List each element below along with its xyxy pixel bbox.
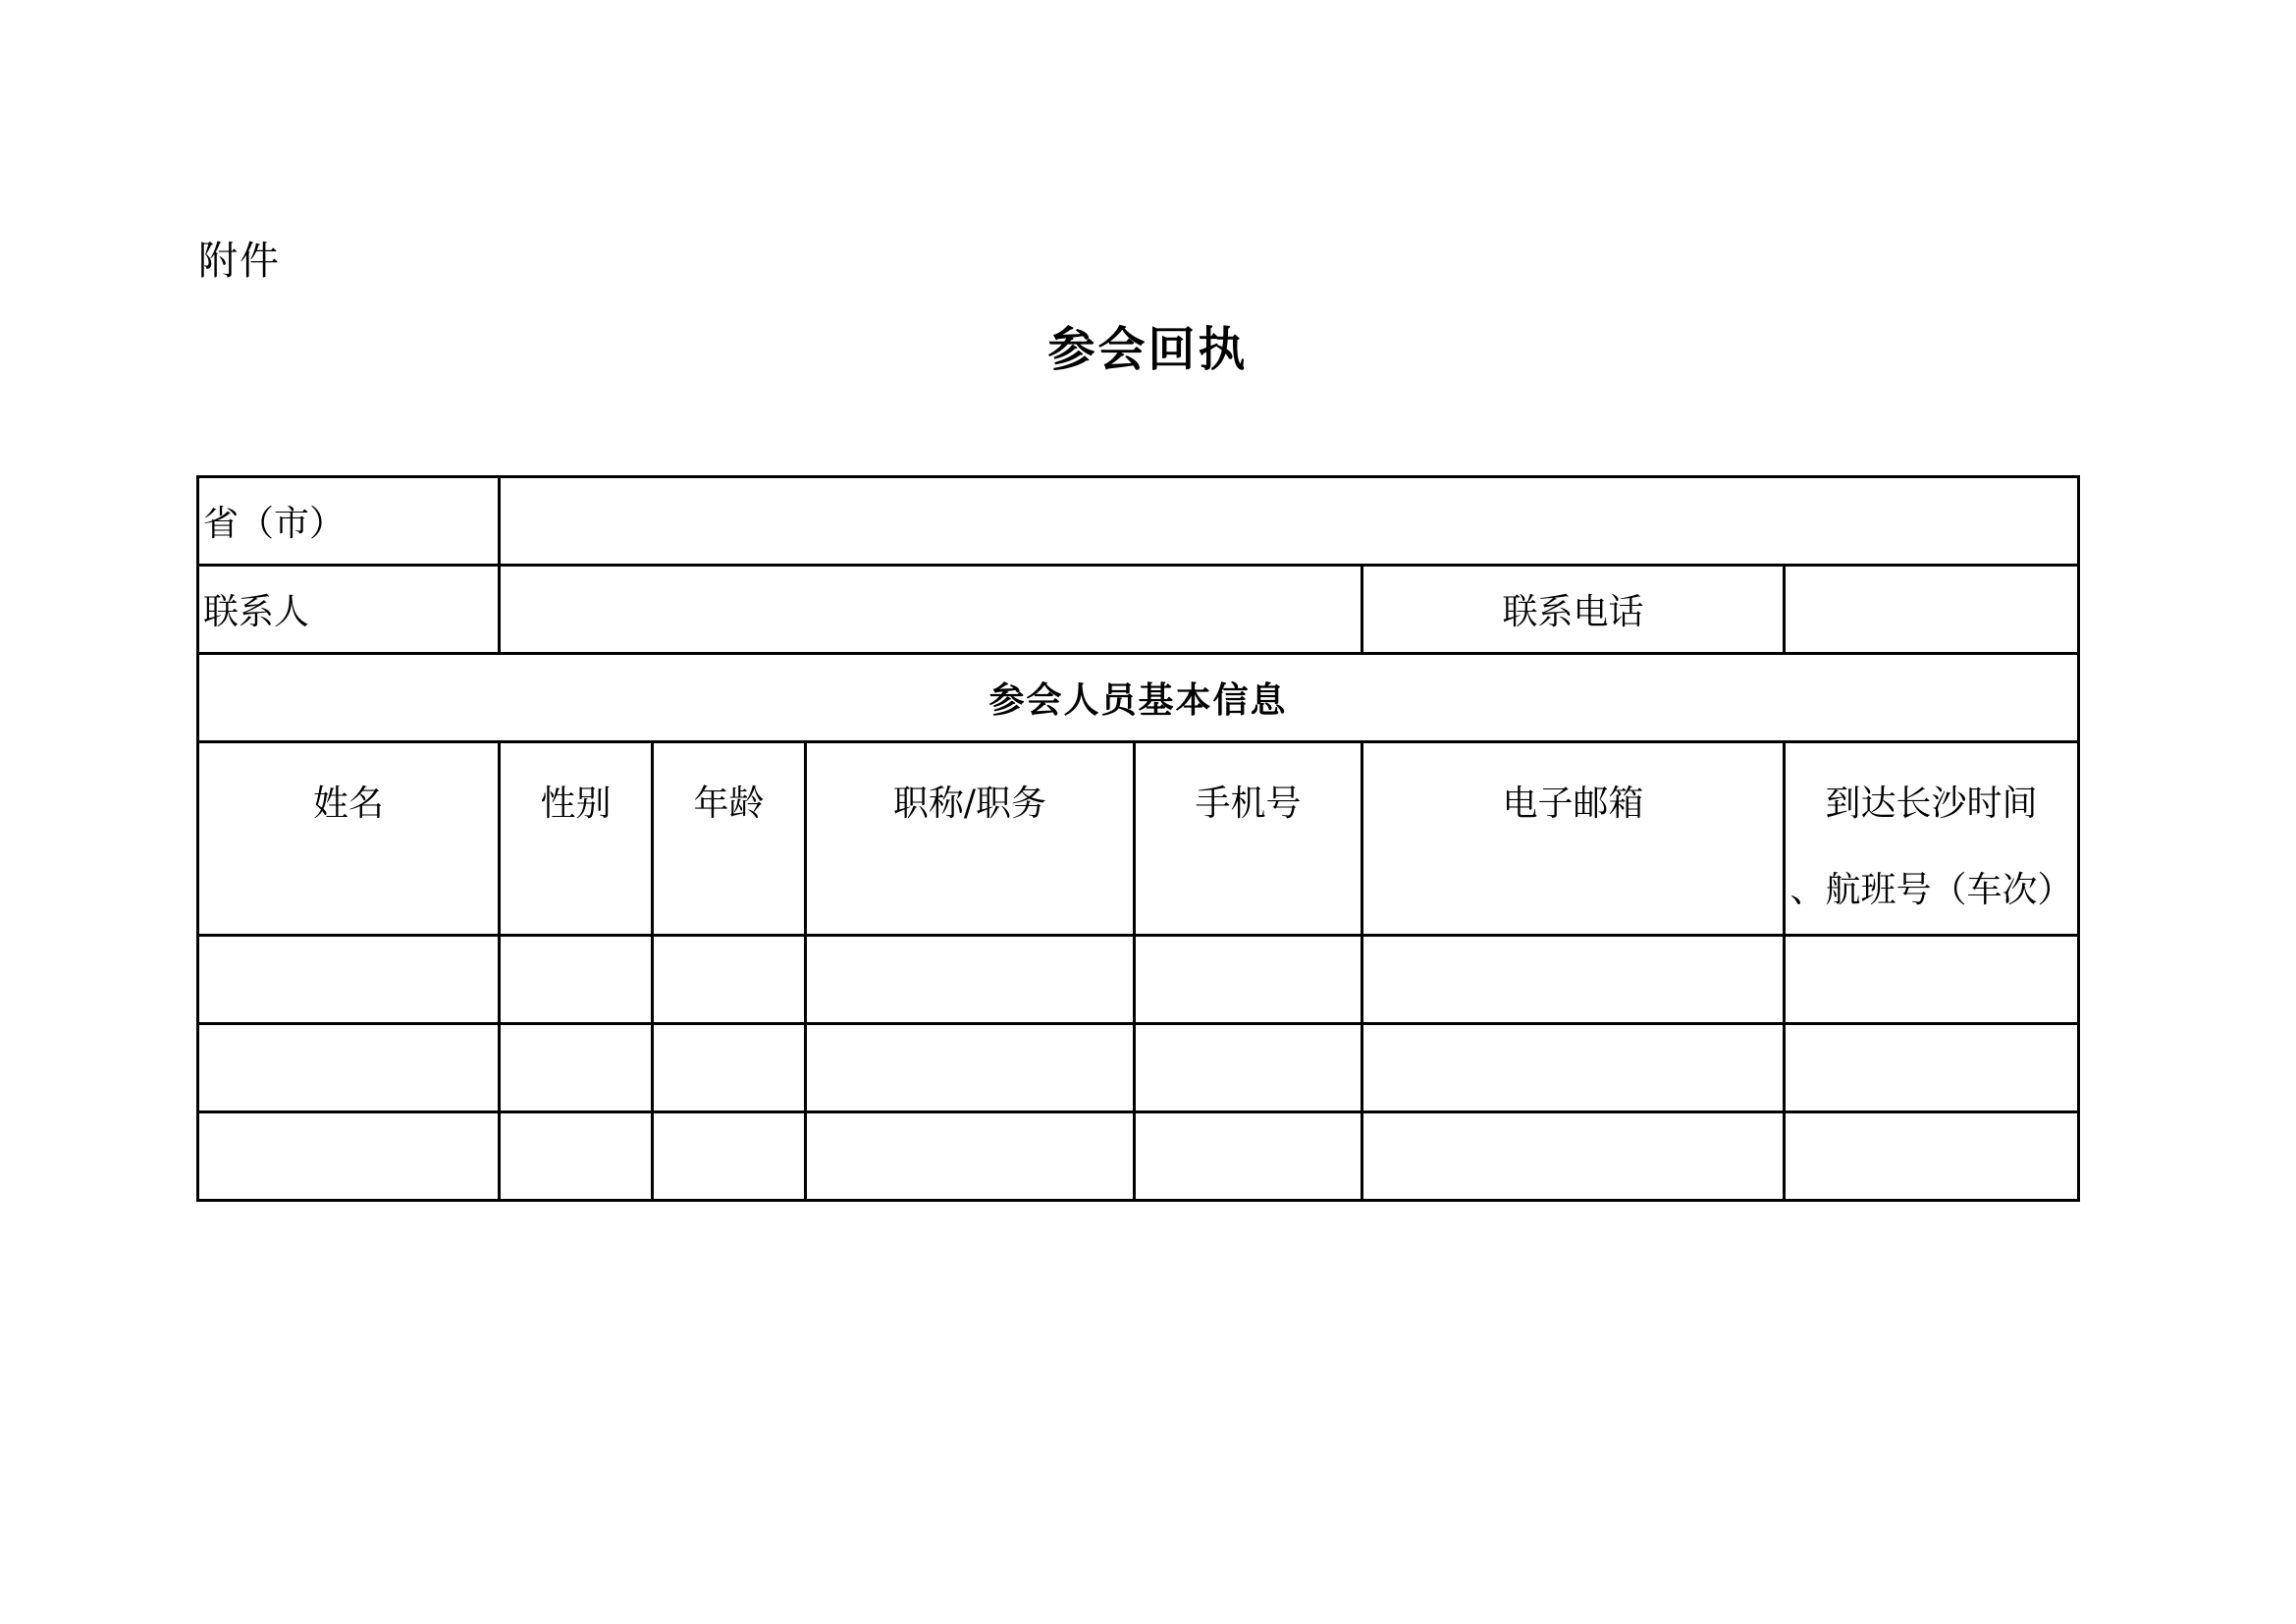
mobile-cell[interactable] <box>1135 1112 1362 1201</box>
table-row <box>198 1024 2079 1112</box>
contact-label: 联系人 <box>198 566 500 654</box>
table-row <box>198 1112 2079 1201</box>
column-header-arrival <box>1785 742 2079 936</box>
age-cell[interactable] <box>653 936 806 1024</box>
column-header-arrival-line1: 到达长沙时间 <box>1825 784 2038 824</box>
province-row <box>198 477 2079 566</box>
phone-label: 联系电话 <box>1362 566 1785 654</box>
title-position-cell[interactable] <box>806 936 1135 1024</box>
column-header-email: 电子邮箱 <box>1362 742 1785 936</box>
email-cell[interactable] <box>1362 1024 1785 1112</box>
name-cell[interactable] <box>198 1024 500 1112</box>
gender-cell[interactable] <box>500 1112 653 1201</box>
attachment-label: 附件 <box>198 239 281 284</box>
mobile-cell[interactable] <box>1135 936 1362 1024</box>
column-header-mobile: 手机号 <box>1135 742 1362 936</box>
arrival-cell[interactable] <box>1785 1024 2079 1112</box>
phone-field[interactable] <box>1785 566 2079 654</box>
registration-form-table <box>196 475 2080 1202</box>
gender-cell[interactable] <box>500 936 653 1024</box>
column-header-title-position: 职称/职务 <box>806 742 1135 936</box>
age-cell[interactable] <box>653 1112 806 1201</box>
name-cell[interactable] <box>198 1112 500 1201</box>
title-position-cell[interactable] <box>806 1024 1135 1112</box>
arrival-cell[interactable] <box>1785 936 2079 1024</box>
column-header-age: 年龄 <box>653 742 806 936</box>
name-cell[interactable] <box>198 936 500 1024</box>
column-header-gender: 性别 <box>500 742 653 936</box>
arrival-cell[interactable] <box>1785 1112 2079 1201</box>
province-label: 省（市） <box>198 477 500 566</box>
mobile-cell[interactable] <box>1135 1024 1362 1112</box>
age-cell[interactable] <box>653 1024 806 1112</box>
table-row <box>198 936 2079 1024</box>
email-cell[interactable] <box>1362 936 1785 1024</box>
column-header-name: 姓名 <box>198 742 500 936</box>
title-position-cell[interactable] <box>806 1112 1135 1201</box>
section-title: 参会人员基本信息 <box>198 654 2079 742</box>
column-header-row <box>198 742 2079 936</box>
email-cell[interactable] <box>1362 1112 1785 1201</box>
section-title-row <box>198 654 2079 742</box>
contact-row <box>198 566 2079 654</box>
gender-cell[interactable] <box>500 1024 653 1112</box>
province-field[interactable] <box>500 477 2079 566</box>
contact-field[interactable] <box>500 566 1362 654</box>
document-title: 参会回执 <box>1047 322 1249 377</box>
column-header-arrival-line2: 、航班号（车次） <box>1789 870 2073 910</box>
